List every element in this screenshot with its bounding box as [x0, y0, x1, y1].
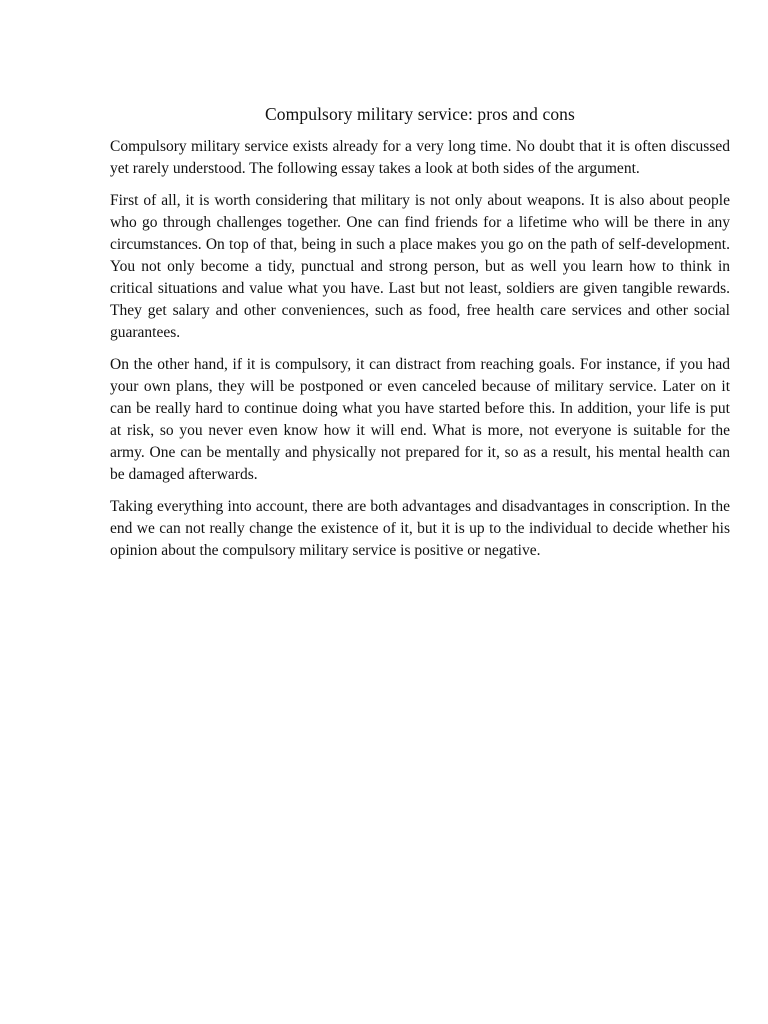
essay-body — [110, 102, 730, 572]
conclusion-paragraph: Taking everything into account, there are both advantages and disadvantages in conscription. In the end we can not really change the existence of it, but it is up to the individual to decide whether his opinion about the compulsory military service is positive or negative. — [110, 498, 730, 559]
pros-paragraph: First of all, it is worth considering that military is not only about weapons. It is also about people who go through challenges together. One can find friends for a lifetime who will be there in any circumstances. On top of that, being in such a place makes you go on the path of self-development. You not only become a tidy, punctual and strong person, but as well you learn how to think in critical situations and value what you have. Last but not least, soldiers are given tangible rewards. They get salary and other conveniences, such as food, free health care services and other social guarantees. — [110, 192, 730, 341]
cons-paragraph: On the other hand, if it is compulsory, it can distract from reaching goals. For instance, if you had your own plans, they will be postponed or even canceled because of military service. Later on it can be really hard to continue doing what you have started before this. In addition, your life is put at risk, so you never even know how it will end. What is more, not everyone is suitable for the army. One can be mentally and physically not prepared for it, so as a result, his mental health can be damaged afterwards. — [110, 356, 730, 483]
intro-paragraph: Compulsory military service exists already for a very long time. No doubt that it is often discussed yet rarely understood. The following essay takes a look at both sides of the argument. — [110, 138, 730, 177]
essay-title: Compulsory military service: pros and cons — [265, 104, 575, 124]
